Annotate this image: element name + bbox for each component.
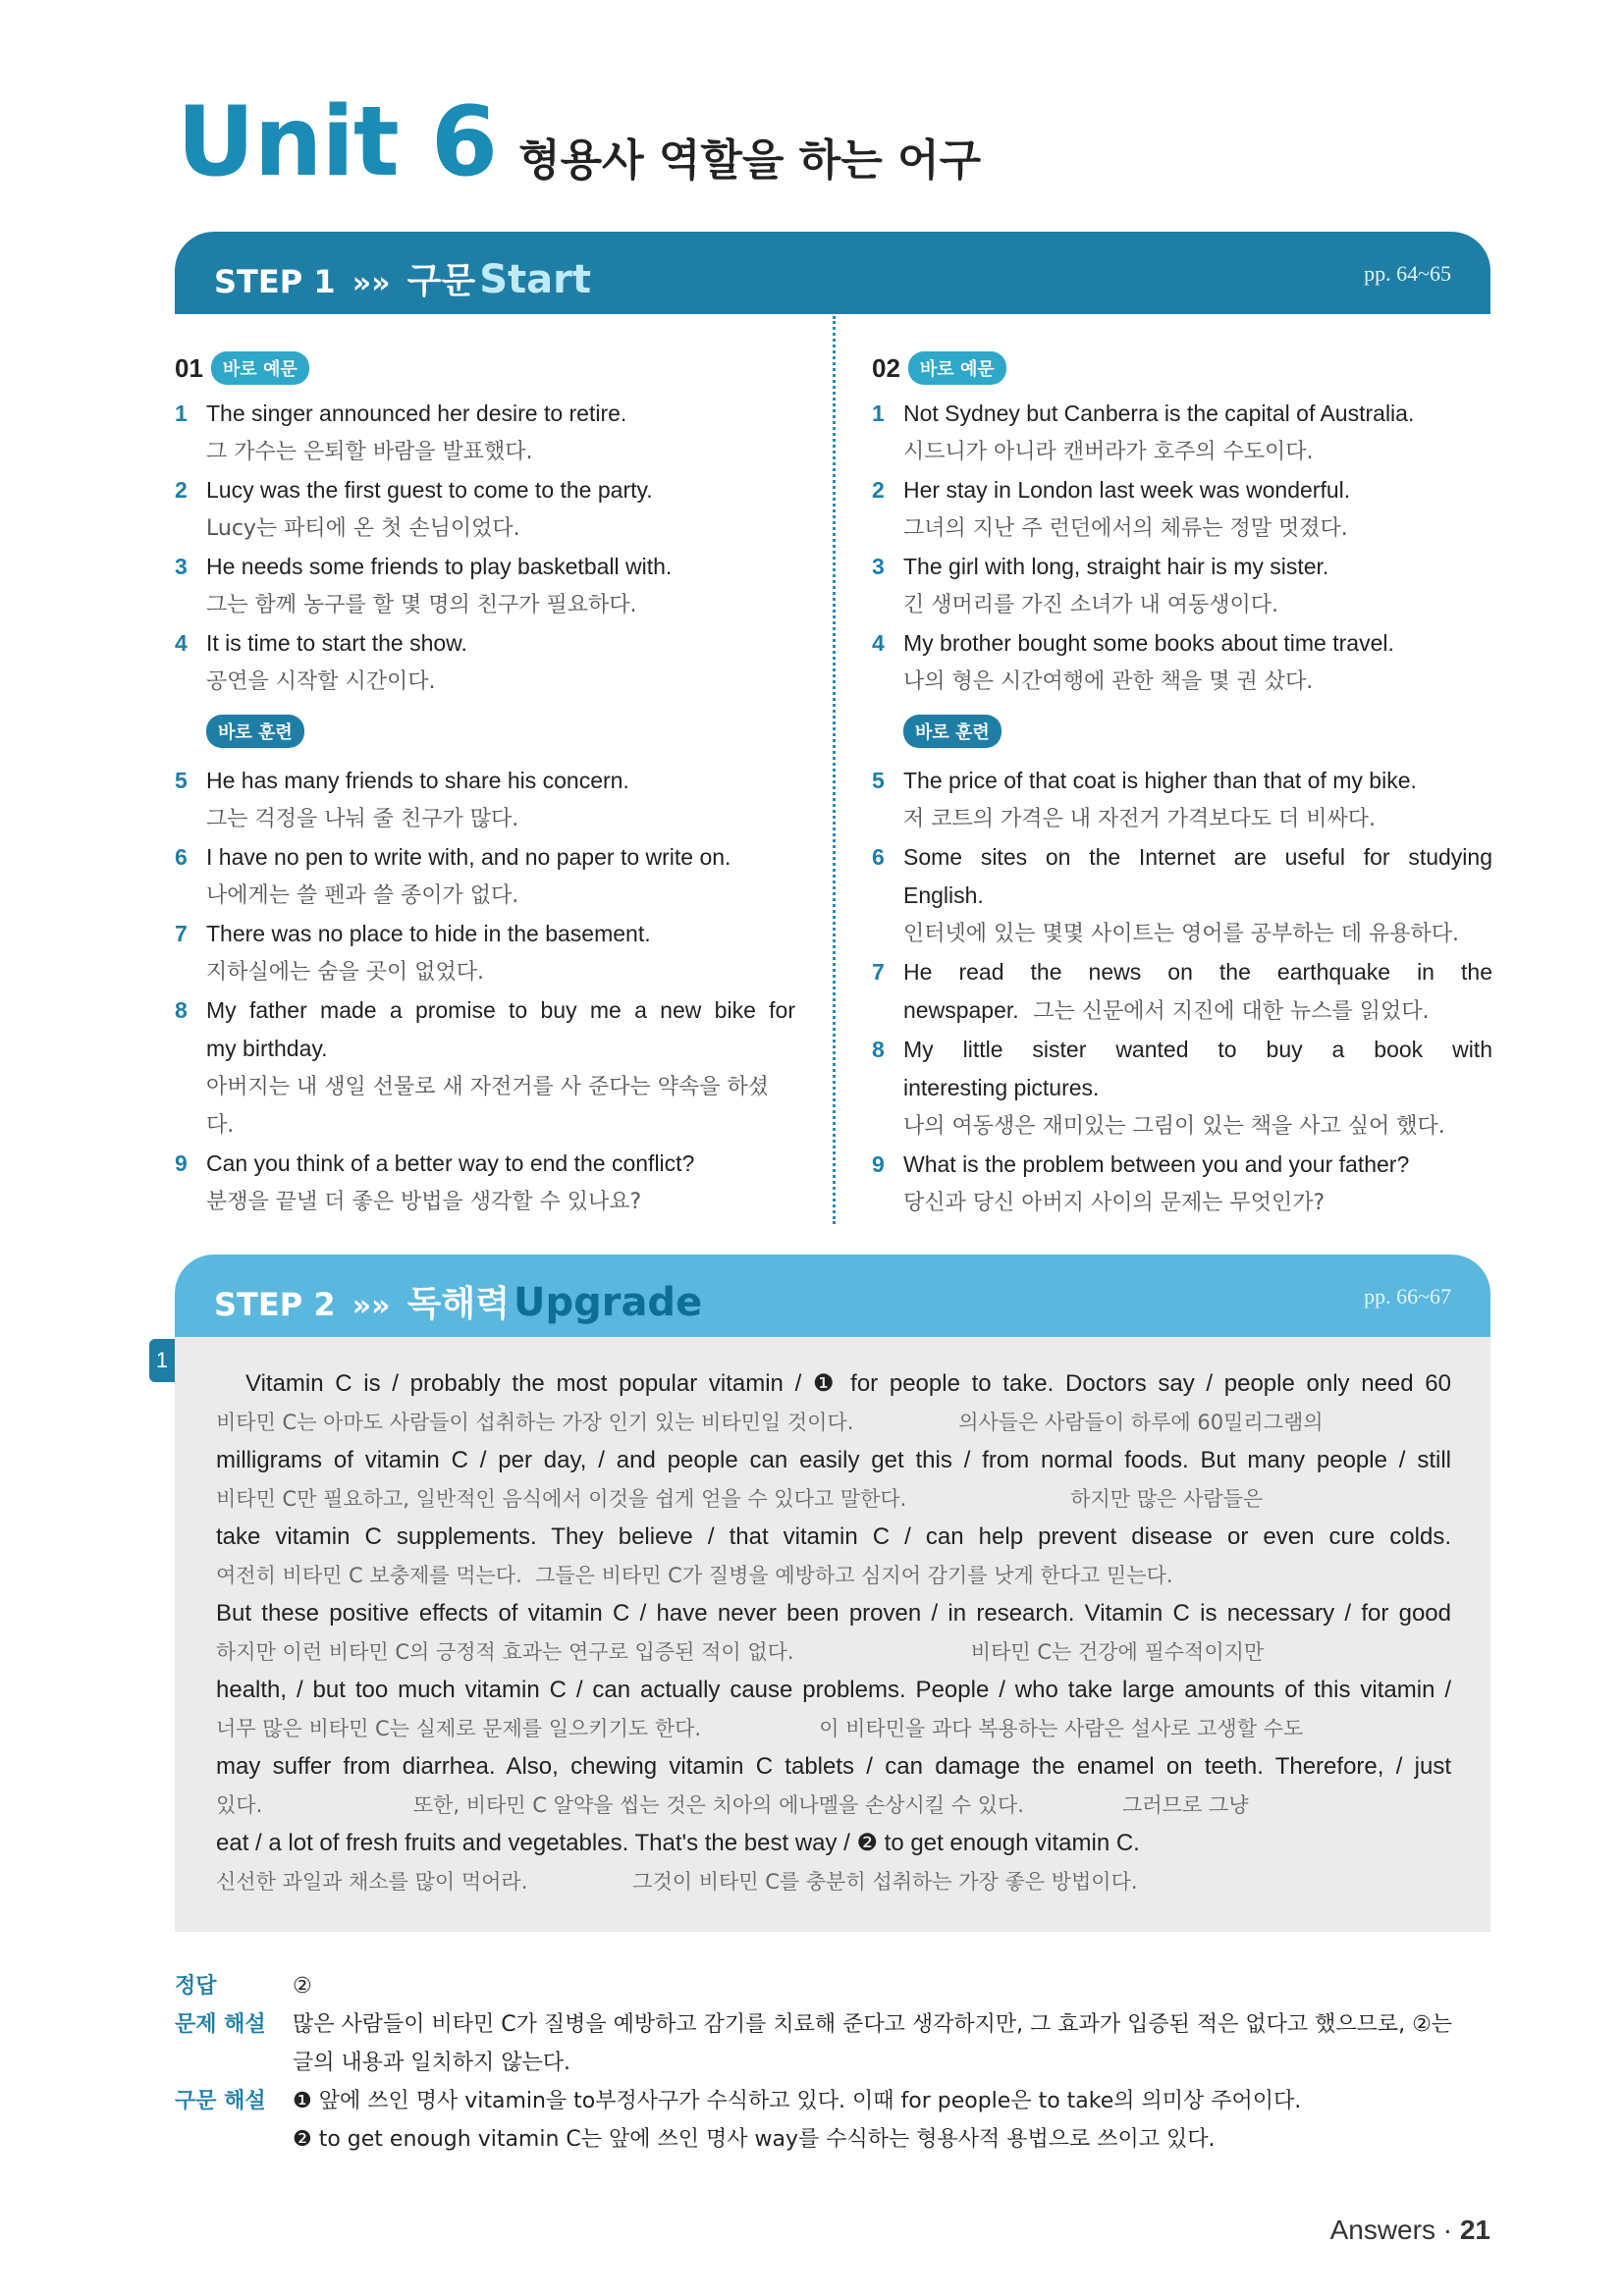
passage-line: may suffer from diarrhea. Also, chewing vitamin C tablets / can damage the enamel on teeth. Therefore, / just	[216, 1753, 1451, 1780]
passage-translation: 너무 많은 비타민 C는 실제로 문제를 일으키기도 한다. 이 비타민을 과다 복용하는 사람은 설사로 고생할 수도	[216, 1717, 1304, 1740]
explanation-text: 글의 내용과 일치하지 않는다.	[293, 2051, 570, 2075]
double-chevron-icon: »»	[352, 266, 391, 300]
step2-title-ko: 독해력	[406, 1284, 510, 1324]
step1-label: STEP 1	[214, 263, 336, 300]
list-item: 6 Some sites on the Internet are useful for studying English. 인터넷에 있는 몇몇 사이트는 영어를 공부하는 데 유용하다.	[872, 844, 1492, 946]
unit-number: Unit 6	[177, 86, 498, 198]
list-item: 3 The girl with long, straight hair is my sister. 긴 생머리를 가진 소녀가 내 여동생이다.	[872, 554, 1329, 617]
step2-title-en: Upgrade	[513, 1280, 703, 1325]
reading-passage	[216, 1364, 1451, 1900]
list-item: 2 Lucy was the first guest to come to the party. Lucy는 파티에 온 첫 손님이었다.	[175, 477, 653, 541]
syntax-note: ❷ to get enough vitamin C는 앞에 쓰인 명사 way를 수식하는 형용사적 용법으로 쓰이고 있다.	[293, 2127, 1216, 2152]
answer-value: ②	[293, 1974, 312, 1999]
double-chevron-icon: »»	[352, 1289, 391, 1323]
passage-translation: 비타민 C는 아마도 사람들이 섭취하는 가장 인기 있는 비타민일 것이다. 의사들은 사람들이 하루에 60밀리그램의	[216, 1411, 1324, 1434]
list-item: 7 He read the news on the earthquake in the newspaper. 그는 신문에서 지진에 대한 뉴스를 읽었다.	[872, 959, 1492, 1024]
footer-label: Answers	[1329, 2215, 1435, 2245]
page-footer	[1330, 2215, 1490, 2246]
step1-header	[175, 232, 1490, 314]
explanation-text: 많은 사람들이 비타민 C가 질병을 예방하고 감기를 치료해 준다고 생각하지만, 그 효과가 입증된 적은 없다고 했으므로, ②는	[293, 2012, 1453, 2037]
list-item: 5 He has many friends to share his concern. 그는 걱정을 나눠 줄 친구가 많다.	[175, 768, 629, 831]
list-item: 1 Not Sydney but Canberra is the capital of Australia. 시드니가 아니라 캔버라가 호주의 수도이다.	[872, 400, 1415, 464]
passage-number: 1	[149, 1339, 175, 1382]
step1-pages: pp. 64~65	[1364, 261, 1451, 286]
section-number: 02	[872, 352, 900, 383]
passage-line: But these positive effects of vitamin C / have never been proven / in research. Vitamin C is necessary / for good	[216, 1600, 1451, 1627]
syntax-label: 구문 해설	[175, 2089, 266, 2113]
passage-translation: 여전히 비타민 C 보충제를 먹는다. 그들은 비타민 C가 질병을 예방하고 심지어 감기를 낫게 한다고 믿는다.	[216, 1564, 1173, 1587]
example-badge: 바로 예문	[211, 351, 309, 385]
section-number: 01	[175, 352, 203, 383]
passage-translation: 있다. 또한, 비타민 C 알약을 씹는 것은 치아의 에나멜을 손상시킬 수 있다. 그러므로 그냥	[216, 1793, 1249, 1817]
step2-pages: pp. 66~67	[1364, 1284, 1451, 1308]
list-item: 2 Her stay in London last week was wonderful. 그녀의 지난 주 런던에서의 체류는 정말 멋졌다.	[872, 477, 1351, 541]
step2-label: STEP 2	[214, 1286, 336, 1323]
passage-line: eat / a lot of fresh fruits and vegetables. That's the best way / ❷ to get enough vitamin C.	[216, 1830, 1140, 1856]
training-badge: 바로 훈련	[903, 715, 1001, 748]
unit-subtitle: 형용사 역할을 하는 어구	[518, 135, 982, 186]
passage-line: health, / but too much vitamin C / can actually cause problems. People / who take large amounts of this vitamin /	[216, 1677, 1451, 1703]
list-item: 9 Can you think of a better way to end the conflict? 분쟁을 끝낼 더 좋은 방법을 생각할 수 있나요?	[175, 1150, 695, 1214]
list-item: 5 The price of that coat is higher than that of my bike. 저 코트의 가격은 내 자전거 가격보다도 더 비싸다.	[872, 768, 1417, 831]
passage-line: take vitamin C supplements. They believe / that vitamin C / can help prevent disease or even cure colds.	[216, 1523, 1451, 1550]
list-item: 8 My father made a promise to buy me a new bike for my birthday. 아버지는 내 생일 선물로 새 자전거를 사 준다는 약속을 하셨다.	[175, 997, 795, 1138]
list-item: 4 My brother bought some books about time travel. 나의 형은 시간여행에 관한 책을 몇 권 샀다.	[872, 630, 1394, 694]
list-item: 9 What is the problem between you and your father? 당신과 당신 아버지 사이의 문제는 무엇인가?	[872, 1151, 1410, 1215]
passage-line: milligrams of vitamin C / per day, / and people can easily get this / from normal foods. But many people / still	[216, 1447, 1451, 1473]
list-item: 7 There was no place to hide in the basement. 지하실에는 숨을 곳이 없었다.	[175, 921, 651, 985]
training-badge: 바로 훈련	[206, 715, 304, 748]
explanation-label: 문제 해설	[175, 2012, 266, 2037]
step2-header	[175, 1255, 1490, 1337]
list-item: 4 It is time to start the show. 공연을 시작할 시간이다.	[175, 630, 467, 694]
unit-title	[177, 86, 981, 198]
section-01	[175, 351, 795, 1221]
list-item: 1 The singer announced her desire to retire. 그 가수는 은퇴할 바람을 발표했다.	[175, 400, 627, 464]
passage-translation: 신선한 과일과 채소를 많이 먹어라. 그것이 비타민 C를 충분히 섭취하는 가장 좋은 방법이다.	[216, 1870, 1138, 1894]
list-item: 8 My little sister wanted to buy a book with interesting pictures. 나의 여동생은 재미있는 그림이 있는 책을 사고 싶어 했다.	[872, 1037, 1492, 1139]
passage-translation: 비타민 C만 필요하고, 일반적인 음식에서 이것을 쉽게 얻을 수 있다고 말한다. 하지만 많은 사람들은	[216, 1487, 1264, 1511]
passage-translation: 하지만 이런 비타민 C의 긍정적 효과는 연구로 입증된 적이 없다. 비타민 C는 건강에 필수적이지만	[216, 1640, 1265, 1664]
example-badge: 바로 예문	[908, 351, 1006, 385]
page-number: 21	[1459, 2215, 1490, 2245]
answer-label: 정답	[175, 1974, 217, 1999]
list-item: 6 I have no pen to write with, and no paper to write on. 나에게는 쓸 펜과 쓸 종이가 없다.	[175, 844, 731, 908]
passage-line: Vitamin C is / probably the most popular vitamin / ❶ for people to take. Doctors say / people only need 60	[245, 1370, 1451, 1397]
answer-section	[175, 1967, 1490, 2159]
step1-title-en: Start	[479, 257, 591, 302]
list-item: 3 He needs some friends to play basketball with. 그는 함께 농구를 할 몇 명의 친구가 필요하다.	[175, 554, 673, 617]
syntax-note: ❶ 앞에 쓰인 명사 vitamin을 to부정사구가 수식하고 있다. 이때 for people은 to take의 의미상 주어이다.	[293, 2089, 1302, 2113]
footer-separator: ·	[1442, 2215, 1453, 2245]
column-divider	[833, 316, 836, 1224]
step1-title-ko: 구문	[406, 261, 476, 301]
section-02	[872, 351, 1492, 1222]
